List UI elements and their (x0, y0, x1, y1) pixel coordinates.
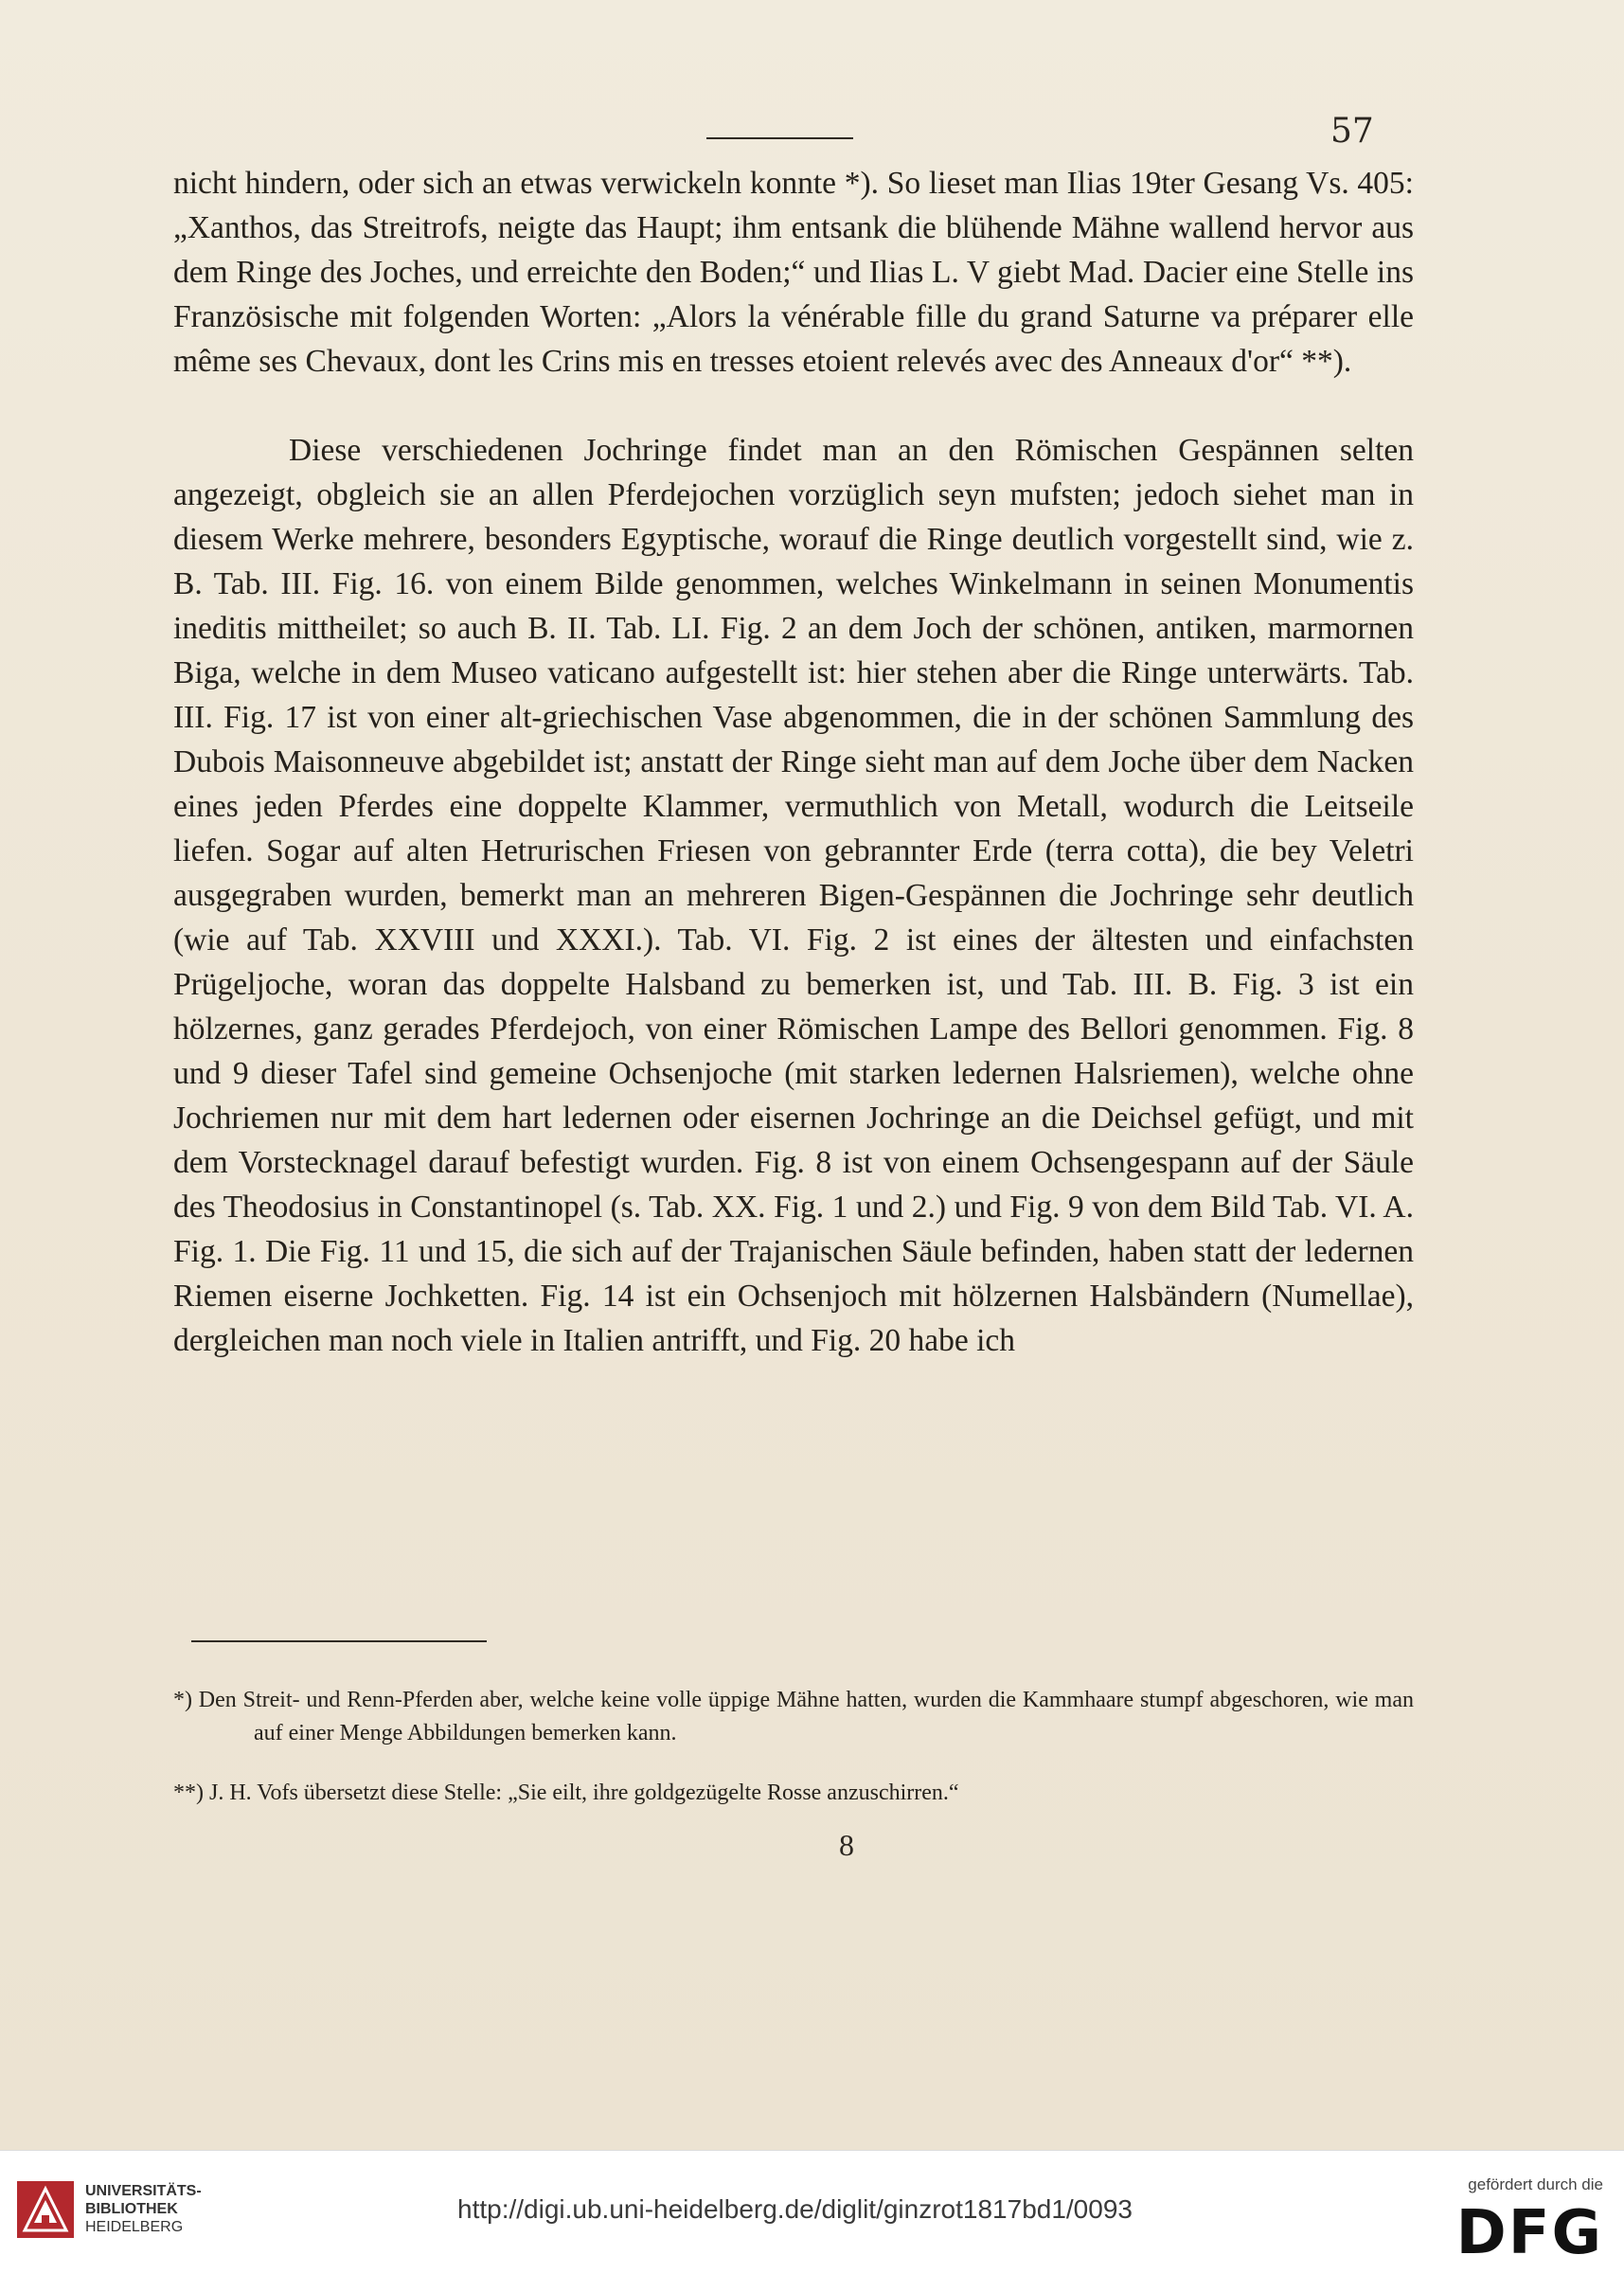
footnote-2: **) J. H. Vofs übersetzt diese Stelle: „Sie eilt, ihre goldgezügelte Rosse anzuschirren.“ (173, 1781, 959, 1805)
library-name (85, 2182, 202, 2236)
signature-mark: 8 (839, 1828, 854, 1862)
footnote-rule (191, 1640, 487, 1642)
permalink-url[interactable]: http://digi.ub.uni-heidelberg.de/diglit/ginzrot1817bd1/0093 (457, 2194, 1133, 2224)
footnote-1: *) Den Streit- und Renn-Pferden aber, welche keine volle üppige Mähne hatten, wurden die Kammhaare stumpf abgeschoren, wie man auf einer Menge Abbildungen bemerken kann. (173, 1688, 1414, 1745)
footnotes (173, 1684, 1414, 1810)
viewer-footer (0, 2150, 1624, 2273)
header-rule (706, 137, 853, 139)
library-name-line-1: UNIVERSITÄTS- (85, 2183, 202, 2199)
library-name-line-3: HEIDELBERG (85, 2219, 184, 2235)
university-library-seal-icon (17, 2181, 74, 2238)
page-number: 57 (1330, 112, 1374, 151)
paragraph-2: Diese verschiedenen Jochringe findet man an den Römischen Gespännen selten angezeigt, obgleich sie an allen Pferdejochen vorzüglich seyn mufsten; jedoch siehet man in diesem Werke mehrere, besonders Egyptische, worauf die Ringe deutlich vorgestellt sind, wie z. B. Tab. III. Fig. 16. von einem Bilde genommen, welches Winkelmann in seinen Monumentis ineditis mittheilet; so auch B. II. Tab. LI. Fig. 2 an dem Joch der schönen, antiken, marmornen Biga, welche in dem Museo vaticano aufgestellt ist: hier stehen aber die Ringe unterwärts. Tab. III. Fig. 17 ist von einer alt-griechischen Vase abgenommen, die in der schönen Sammlung des Dubois Maisonneuve abgebildet ist; anstatt der Ringe sieht man auf dem Joche über dem Nacken eines jeden Pferdes eine doppelte Klammer, vermuthlich von Metall, wodurch die Leitseile liefen. Sogar auf alten Hetrurischen Friesen von gebrannter Erde (terra cotta), die bey Veletri ausgegraben wurden, bemerkt man an mehreren Bigen-Gespännen die Jochringe sehr deutlich (wie auf Tab. XXVIII und XXXI.). Tab. VI. Fig. 2 ist eines der ältesten und einfachsten Prügeljoche, woran das doppelte Halsband zu bemerken ist, und Tab. III. B. Fig. 3 ist ein hölzernes, ganz gerades Pferdejoch, von einer Römischen Lampe des Bellori genommen. Fig. 8 und 9 dieser Tafel sind gemeine Ochsenjoche (mit starken ledernen Halsriemen), welche ohne Jochriemen nur mit dem hart ledernen oder eisernen Jochringe an die Deichsel gefügt, und mit dem Vorstecknagel darauf befestigt wurden. Fig. 8 ist von einem Ochsengespann auf der Säule des Theodosius in Constantinopel (s. Tab. XX. Fig. 1 und 2.) und Fig. 9 von dem Bild Tab. VI. A. Fig. 1. Die Fig. 11 und 15, die sich auf der Trajanischen Säule befinden, haben statt der ledernen Riemen eiserne Jochketten. Fig. 14 ist ein Ochsenjoch mit hölzernen Halsbändern (Numellae), dergleichen man noch viele in Italien antrifft, und Fig. 20 habe ich (173, 433, 1414, 1358)
paragraph-1: nicht hindern, oder sich an etwas verwickeln konnte *). So lieset man Ilias 19ter Gesang Vs. 405: „Xanthos, das Streitrofs, neigte das Haupt; ihm entsank die blühende Mähne wallend hervor aus dem Ringe des Joches, und erreichte den Boden;“ und Ilias L. V giebt Mad. Dacier eine Stelle ins Französische mit folgenden Worten: „Alors la vénérable fille du grand Saturne va préparer elle même ses Chevaux, dont les Crins mis en tresses etoient relevés avec des Anneaux d'or“ **). (173, 166, 1414, 379)
dfg-logo: DFG (1455, 2198, 1603, 2268)
funding-caption: gefördert durch die (1468, 2175, 1603, 2193)
body-text (173, 161, 1414, 1363)
library-name-line-2: BIBLIOTHEK (85, 2201, 178, 2217)
